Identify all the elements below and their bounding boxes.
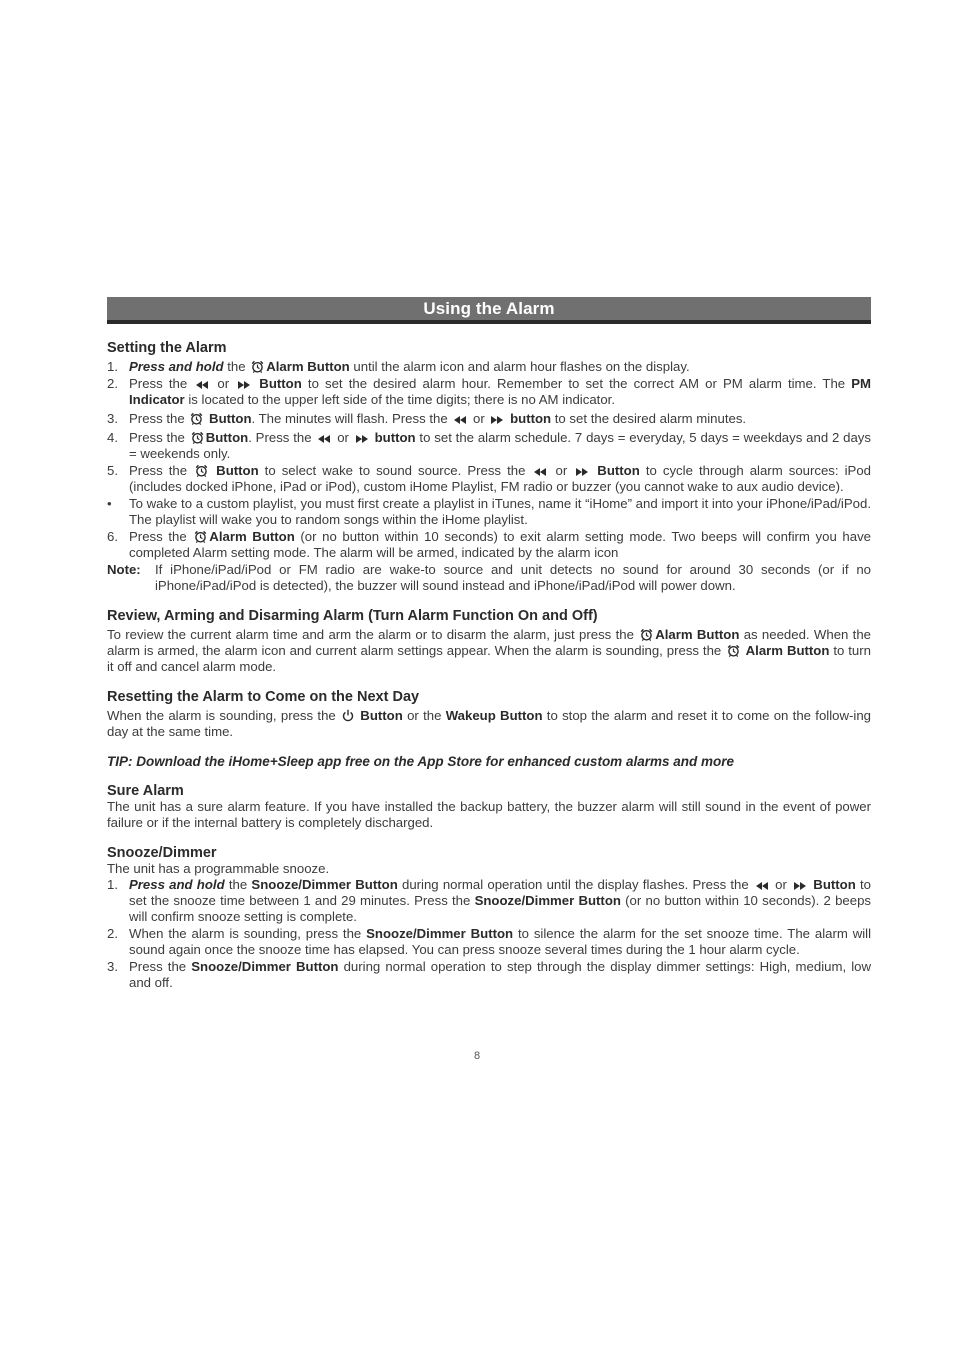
list-item-number: 6. [107,529,118,544]
text-run: Press the [129,430,189,445]
alarm-clock-icon [190,412,203,425]
text-run: to set the alarm schedule. 7 days = everyday, 5 days = weekdays and 2 days = weekends only. [129,430,871,461]
list-item [107,926,871,958]
text-run: until the alarm icon and alarm hour flashes on the display. [349,359,690,374]
review-paragraph [107,627,871,675]
text-run: during normal operation until the display flashes. Press the [397,877,753,892]
review-heading: Review, Arming and Disarming Alarm (Turn Alarm Function On and Off) [107,608,598,624]
sure-alarm-heading: Sure Alarm [107,783,184,799]
list-item-number: • [107,496,112,511]
emphasis-text: Snooze/Dimmer Button [251,877,398,892]
text-run: as needed. When the alarm is armed, the alarm icon and current alarm settings appear. When the alarm is sounding, press the [107,627,871,658]
list-item [107,529,871,561]
text-run: to turn it off and cancel alarm mode. [107,643,871,674]
text-run: (or no button within 10 seconds). 2 beeps will confirm snooze setting is complete. [129,893,871,924]
text-run: Press the [129,463,194,478]
list-item-number: 2. [107,376,118,391]
page-number: 8 [473,1050,481,1062]
list-item-number: 1. [107,877,118,892]
note-text: If iPhone/iPad/iPod or FM radio are wake-to source and unit detects no sound for around 30 seconds (or if no iPhone/iPad/iPod is detected), the buzzer will sound instead and iPhone/iPad/iPod will power down. [155,562,871,593]
snooze-heading: Snooze/Dimmer [107,845,217,861]
rewind-icon [453,415,467,425]
list-item-number: 4. [107,430,118,445]
resetting-paragraph [107,708,871,740]
emphasis-text: Button [210,463,259,478]
list-item-number: 5. [107,463,118,478]
alarm-clock-icon [727,644,740,657]
text-run: is located to the upper left side of the time digits; there is no AM indicator. [184,392,615,407]
text-run: to set the snooze time between 1 and 29 minutes. Press the [129,877,871,908]
rewind-icon [195,380,209,390]
text-run: to set the desired alarm hour. Remember to set the correct AM or PM alarm time. The [301,376,852,391]
list-item-number: 3. [107,411,118,426]
text-run: Press the [129,959,192,974]
setting-alarm-heading: Setting the Alarm [107,340,227,356]
emphasis-text: Button [356,708,403,723]
text-run: during normal operation to step through the display dimmer settings: High, medium, low and off. [129,959,871,990]
emphasis-text: Wakeup Button [445,708,543,723]
text-run: Press the [129,376,194,391]
snooze-list [107,877,871,991]
fast-forward-icon [793,881,807,891]
list-item [107,359,871,375]
text-run: (or no button within 10 seconds) to exit alarm setting mode. Two beeps will confirm you have completed Alarm setting mode. The alarm will be armed, indicated by the alarm icon [129,529,871,560]
text-run: or [549,463,574,478]
text-run: or [469,411,489,426]
emphasis-text: PM Indicator [129,376,872,407]
list-item [107,376,871,408]
emphasis-text: Alarm Button [266,359,350,374]
sure-alarm-paragraph: The unit has a sure alarm feature. If you have installed the backup battery, the buzzer alarm will still sound in the event of power failure or if the internal battery is completely discharged. [107,799,871,830]
emphasis-text: button [370,430,416,445]
emphasis-text: button [506,411,552,426]
banner-title: Using the Alarm [423,298,555,318]
text-run: . Press the [248,430,316,445]
alarm-clock-icon [191,431,204,444]
text-run: to set the desired alarm minutes. [551,411,747,426]
text-run: Press the [129,529,193,544]
resetting-heading: Resetting the Alarm to Come on the Next Day [107,689,420,705]
list-item [107,411,871,427]
section-banner [107,297,871,324]
fast-forward-icon [490,415,504,425]
text-run: or [211,376,236,391]
text-run: When the alarm is sounding, press the [129,926,367,941]
rewind-icon [317,434,331,444]
list-item-number: 2. [107,926,118,941]
review-section [107,608,871,675]
alarm-clock-icon [195,464,208,477]
alarm-clock-icon [251,360,264,373]
list-item [107,959,871,991]
emphasis-text: Alarm Button [209,529,295,544]
text-run: to cycle through alarm sources: iPod (includes docked iPhone, iPad or iPod), custom iHome Playlist, FM radio or buzzer (you cannot wake to aux audio device). [129,463,871,494]
note [107,562,871,594]
power-icon [342,709,354,722]
fast-forward-icon [237,380,251,390]
note-label: Note: [107,562,141,577]
list-item-number: 3. [107,959,118,974]
list-item [107,877,871,925]
manual-page [107,297,871,992]
text-run: or [333,430,353,445]
rewind-icon [533,467,547,477]
emphasis-text: Alarm Button [655,627,740,642]
alarm-clock-icon [194,530,207,543]
list-item [107,496,871,528]
text-run: To wake to a custom playlist, you must first create a playlist in iTunes, name it “iHome” and import it into your iPhone/iPad/iPod. The playlist will wake you to random songs within the iHome playlist. [129,496,871,527]
tip-text: TIP: Download the iHome+Sleep app free on the App Store for enhanced custom alarms and more [107,754,734,769]
alarm-clock-icon [640,628,653,641]
emphasis-text: Button [205,411,252,426]
emphasis-text: Press and hold [129,877,225,892]
text-run: To review the current alarm time and arm the alarm or to disarm the alarm, just press the [107,627,639,642]
setting-alarm-list [107,359,871,561]
list-item-number: 1. [107,359,118,374]
text-run: Press the [129,411,189,426]
text-run: . The minutes will flash. Press the [251,411,452,426]
emphasis-text: Button [253,376,302,391]
setting-alarm-section [107,340,871,594]
snooze-intro: The unit has a programmable snooze. [107,861,330,876]
emphasis-text: Snooze/Dimmer Button [366,926,514,941]
rewind-icon [755,881,769,891]
list-item [107,430,871,462]
text-run: to stop the alarm and reset it to come on the follow-ing day at the same time. [107,708,871,739]
emphasis-text: Button [591,463,640,478]
emphasis-text: Snooze/Dimmer Button [191,959,339,974]
emphasis-text: Button [809,877,856,892]
fast-forward-icon [575,467,589,477]
text-run: to silence the alarm for the set snooze time. The alarm will sound again once the snooze time has elapsed. You can press snooze several times during the 1 hour alarm cycle. [129,926,872,957]
text-run: or the [402,708,446,723]
text-run: to select wake to sound source. Press the [258,463,532,478]
list-item [107,463,871,495]
emphasis-text: Alarm Button [742,643,830,658]
sure-alarm-section [107,783,871,831]
text-run: the [224,877,252,892]
resetting-section [107,689,871,740]
emphasis-text: Press and hold [129,359,224,374]
text-run: or [770,877,792,892]
text-run: When the alarm is sounding, press the [107,708,341,723]
fast-forward-icon [355,434,369,444]
snooze-section [107,845,871,991]
emphasis-text: Button [205,430,249,445]
text-run: the [223,359,250,374]
emphasis-text: Snooze/Dimmer Button [474,893,621,908]
